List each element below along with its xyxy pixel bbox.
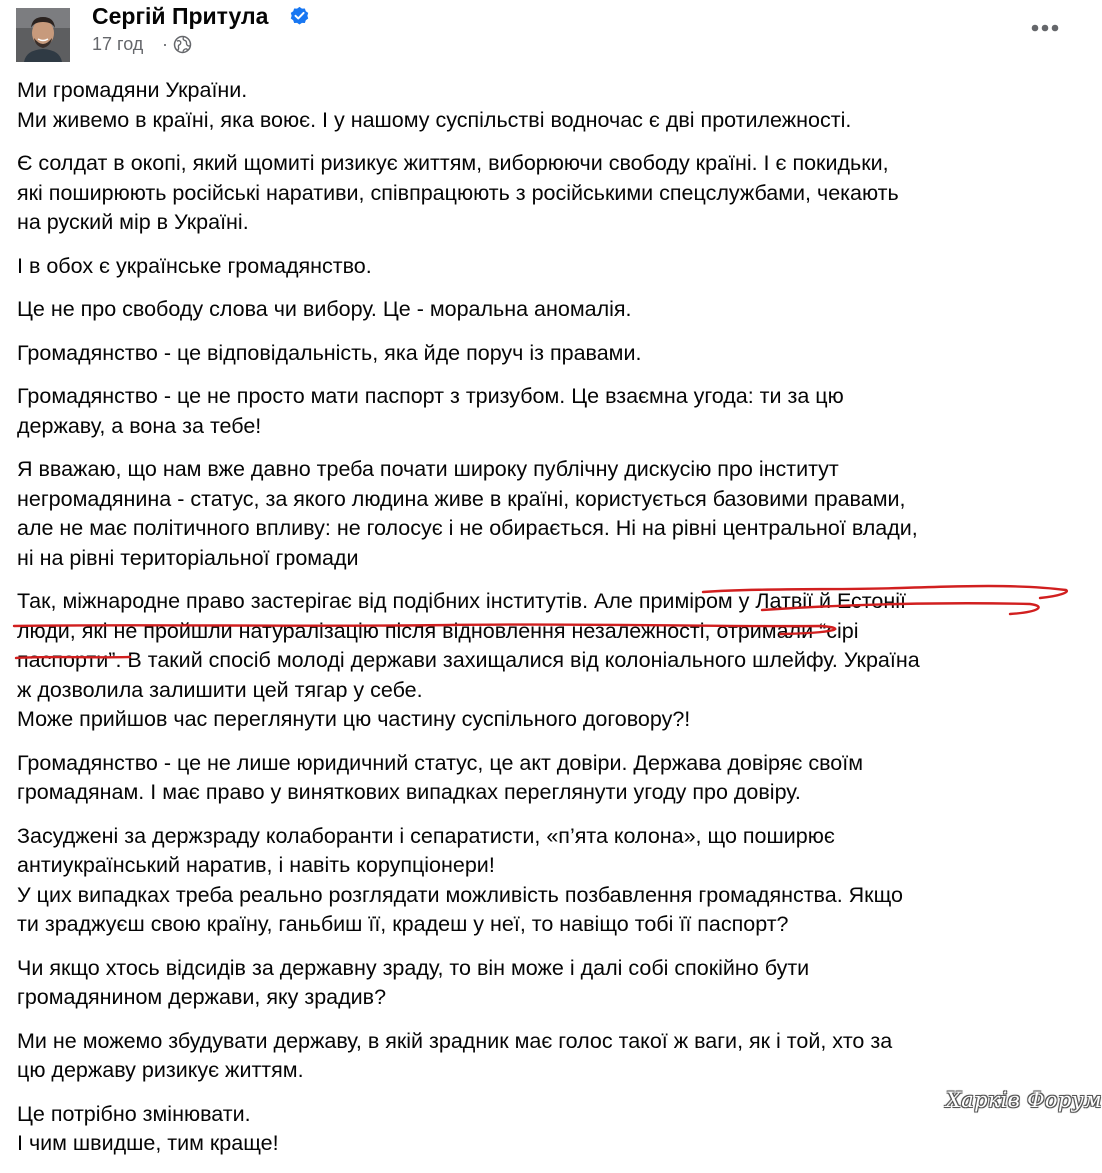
post-text-line: ти зраджуєш свою країну, ганьбиш її, крадеш у неї, то навіщо тобі її паспорт? bbox=[17, 912, 789, 936]
post-paragraph bbox=[17, 149, 1075, 238]
post-paragraph bbox=[17, 455, 1075, 573]
post-text-line: Громадянство - це відповідальність, яка йде поруч із правами. bbox=[17, 340, 642, 365]
post-timestamp-link[interactable]: 17 год bbox=[92, 34, 144, 54]
post-paragraph bbox=[17, 382, 1075, 441]
author-name-link[interactable]: Сергій Притула bbox=[92, 3, 269, 29]
post-text-line: державу, а вона за тебе! bbox=[17, 413, 262, 438]
post-text-line: цю державу ризикує життям. bbox=[17, 1058, 304, 1082]
post-text-line: Чи якщо хтось відсидів за державну зраду, то він може і далі собі спокійно бути bbox=[17, 955, 810, 980]
meta-separator: · bbox=[162, 34, 168, 54]
more-options-icon bbox=[1020, 6, 1070, 50]
post-text-line: громадянам. І має право у виняткових випадках переглянути угоду про довіру. bbox=[17, 780, 801, 804]
post-text-line: ні на рівні територіальної громади bbox=[17, 545, 359, 570]
post-text-line: які поширюють російські наративи, співпрацюють з російськими спецслужбами, чекають bbox=[17, 180, 899, 205]
post-paragraph bbox=[17, 295, 1075, 325]
post-text-line: паспорти”. В такий спосіб молоді держави захищалися від колоніального шлейфу. Україна bbox=[17, 648, 920, 672]
avatar-photo-icon bbox=[16, 8, 70, 62]
post-text-line: Громадянство - це не просто мати паспорт з тризубом. Це взаємна угода: ти за цю bbox=[17, 384, 844, 408]
post-text-line: Так, міжнародне право застерігає від подібних інститутів. Але приміром у Латвії й Естонії bbox=[17, 589, 906, 613]
post-paragraph bbox=[17, 1027, 1075, 1086]
post-text-line: Громадянство - це не лише юридичний статус, це акт довіри. Держава довіряє своїм bbox=[17, 750, 863, 775]
post-paragraph bbox=[17, 587, 1075, 735]
post-text-line: ж дозволила залишити цей тягар у себе. bbox=[17, 677, 423, 702]
post-text-line: Це потрібно змінювати. bbox=[17, 1101, 251, 1126]
post-text-line: Засуджені за держзраду колаборанти і сепаратисти, «п’ята колона», що поширює bbox=[17, 823, 835, 848]
more-options-button[interactable] bbox=[1020, 6, 1070, 50]
post-paragraph bbox=[17, 252, 1075, 282]
post-text-line: І в обох є українське громадянство. bbox=[17, 253, 372, 278]
post-paragraph bbox=[17, 954, 1075, 1013]
post-text-line: Ми живемо в країні, яка воює. І у нашому суспільстві водночас є дві протилежності. bbox=[17, 107, 852, 132]
globe-icon[interactable] bbox=[173, 35, 192, 54]
post-paragraph bbox=[17, 822, 1075, 940]
author-avatar[interactable] bbox=[16, 8, 70, 62]
post-text bbox=[17, 76, 1075, 1173]
post-text-line: Є солдат в окопі, який щомиті ризикує життям, виборюючи свободу країні. І є покидьки, bbox=[17, 151, 889, 175]
post-text-line: негромадянина - статус, за якого людина живе в країні, користується базовими правами, bbox=[17, 486, 906, 511]
post-text-line: але не має політичного впливу: не голосує і не обирається. Ні на рівні центральної влади, bbox=[17, 516, 918, 540]
post-meta bbox=[92, 33, 168, 55]
post-text-line: на руский мір в Україні. bbox=[17, 210, 249, 234]
post-text-line: люди, які не пройшли натуралізацію після відновлення незалежності, отримали “сірі bbox=[17, 618, 859, 643]
post-text-line: Може прийшов час переглянути цю частину суспільного договору?! bbox=[17, 707, 691, 731]
post-paragraph bbox=[17, 1100, 1075, 1159]
post-text-line: У цих випадках треба реально розглядати можливість позбавлення громадянства. Якщо bbox=[17, 882, 903, 907]
post-paragraph bbox=[17, 339, 1075, 369]
post-text-line: Це не про свободу слова чи вибору. Це - моральна аномалія. bbox=[17, 297, 632, 321]
post-text-line: громадянином держави, яку зрадив? bbox=[17, 985, 387, 1009]
post-text-line: Ми громадяни України. bbox=[17, 78, 248, 102]
post-text-line: Я вважаю, що нам вже давно треба почати широку публічну дискусію про інститут bbox=[17, 457, 839, 481]
post-text-line: І чим швидше, тим краще! bbox=[17, 1131, 279, 1155]
post-text-line: антиукраїнський наратив, і навіть корупціонери! bbox=[17, 853, 495, 877]
post-paragraph bbox=[17, 76, 1075, 135]
post-text-line: Ми не можемо збудувати державу, в якій зрадник має голос такої ж ваги, як і той, хто за bbox=[17, 1028, 893, 1053]
post-paragraph bbox=[17, 749, 1075, 808]
verified-badge-icon bbox=[289, 5, 310, 26]
watermark: Харків Форум bbox=[946, 1088, 1102, 1112]
